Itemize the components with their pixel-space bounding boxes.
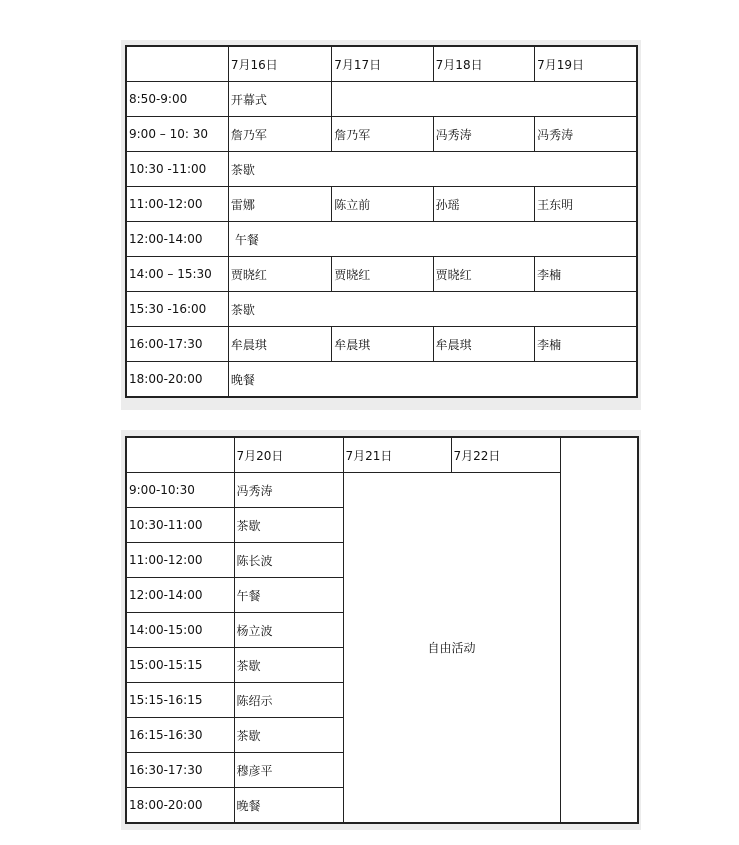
time-cell: 11:00-12:00	[126, 543, 234, 578]
event-cell: 茶歇	[234, 508, 343, 543]
speaker-cell: 贾晓红	[228, 257, 331, 292]
time-cell: 15:30 -16:00	[126, 292, 228, 327]
time-cell: 9:00-10:30	[126, 473, 234, 508]
time-cell: 18:00-20:00	[126, 362, 228, 398]
date-header: 7月17日	[332, 46, 433, 82]
time-cell: 15:00-15:15	[126, 648, 234, 683]
event-cell: 开幕式	[228, 82, 331, 117]
event-cell: 穆彦平	[234, 753, 343, 788]
time-cell: 14:00 – 15:30	[126, 257, 228, 292]
free-activity-cell: 自由活动	[343, 473, 560, 824]
schedule-table-week1	[125, 45, 638, 398]
time-cell: 12:00-14:00	[126, 578, 234, 613]
header-empty-cell	[126, 437, 234, 473]
table-row	[126, 257, 637, 292]
date-header: 7月21日	[343, 437, 451, 473]
event-cell: 茶歇	[228, 152, 637, 187]
date-header: 7月16日	[228, 46, 331, 82]
speaker-cell: 陈立前	[332, 187, 433, 222]
date-header: 7月20日	[234, 437, 343, 473]
time-cell: 10:30-11:00	[126, 508, 234, 543]
speaker-cell: 詹乃军	[228, 117, 331, 152]
event-cell: 茶歇	[228, 292, 637, 327]
speaker-cell: 牟晨琪	[332, 327, 433, 362]
speaker-cell: 李楠	[535, 257, 637, 292]
table-row	[126, 152, 637, 187]
time-cell: 10:30 -11:00	[126, 152, 228, 187]
empty-span-cell	[332, 82, 637, 117]
event-cell: 陈长波	[234, 543, 343, 578]
speaker-cell: 詹乃军	[332, 117, 433, 152]
time-cell: 14:00-15:00	[126, 613, 234, 648]
time-cell: 16:15-16:30	[126, 718, 234, 753]
blank-column	[560, 437, 638, 823]
header-empty-cell	[126, 46, 228, 82]
speaker-cell: 牟晨琪	[228, 327, 331, 362]
event-cell: 茶歇	[234, 648, 343, 683]
time-cell: 12:00-14:00	[126, 222, 228, 257]
event-cell: 茶歇	[234, 718, 343, 753]
date-header: 7月19日	[535, 46, 637, 82]
time-cell: 11:00-12:00	[126, 187, 228, 222]
speaker-cell: 孙瑶	[433, 187, 534, 222]
event-cell: 陈绍示	[234, 683, 343, 718]
date-header: 7月18日	[433, 46, 534, 82]
time-cell: 18:00-20:00	[126, 788, 234, 824]
event-cell: 杨立波	[234, 613, 343, 648]
schedule-table-week2	[125, 436, 639, 824]
table-row	[126, 82, 637, 117]
table-row	[126, 327, 637, 362]
speaker-cell: 王东明	[535, 187, 637, 222]
time-cell: 9:00 – 10: 30	[126, 117, 228, 152]
speaker-cell: 冯秀涛	[535, 117, 637, 152]
time-cell: 16:00-17:30	[126, 327, 228, 362]
table-header-row	[126, 46, 637, 82]
table-row	[126, 117, 637, 152]
time-cell: 8:50-9:00	[126, 82, 228, 117]
table-header-row	[126, 437, 638, 473]
table-row	[126, 292, 637, 327]
time-cell: 15:15-16:15	[126, 683, 234, 718]
event-cell: 晚餐	[234, 788, 343, 824]
event-cell: 晚餐	[228, 362, 637, 398]
speaker-cell: 牟晨琪	[433, 327, 534, 362]
table-row	[126, 362, 637, 398]
speaker-cell: 贾晓红	[433, 257, 534, 292]
speaker-cell: 雷娜	[228, 187, 331, 222]
speaker-cell: 冯秀涛	[433, 117, 534, 152]
date-header: 7月22日	[451, 437, 560, 473]
event-cell: 午餐	[234, 578, 343, 613]
time-cell: 16:30-17:30	[126, 753, 234, 788]
speaker-cell: 李楠	[535, 327, 637, 362]
speaker-cell: 贾晓红	[332, 257, 433, 292]
event-cell: 午餐	[228, 222, 637, 257]
table-row	[126, 187, 637, 222]
event-cell: 冯秀涛	[234, 473, 343, 508]
table-row	[126, 222, 637, 257]
